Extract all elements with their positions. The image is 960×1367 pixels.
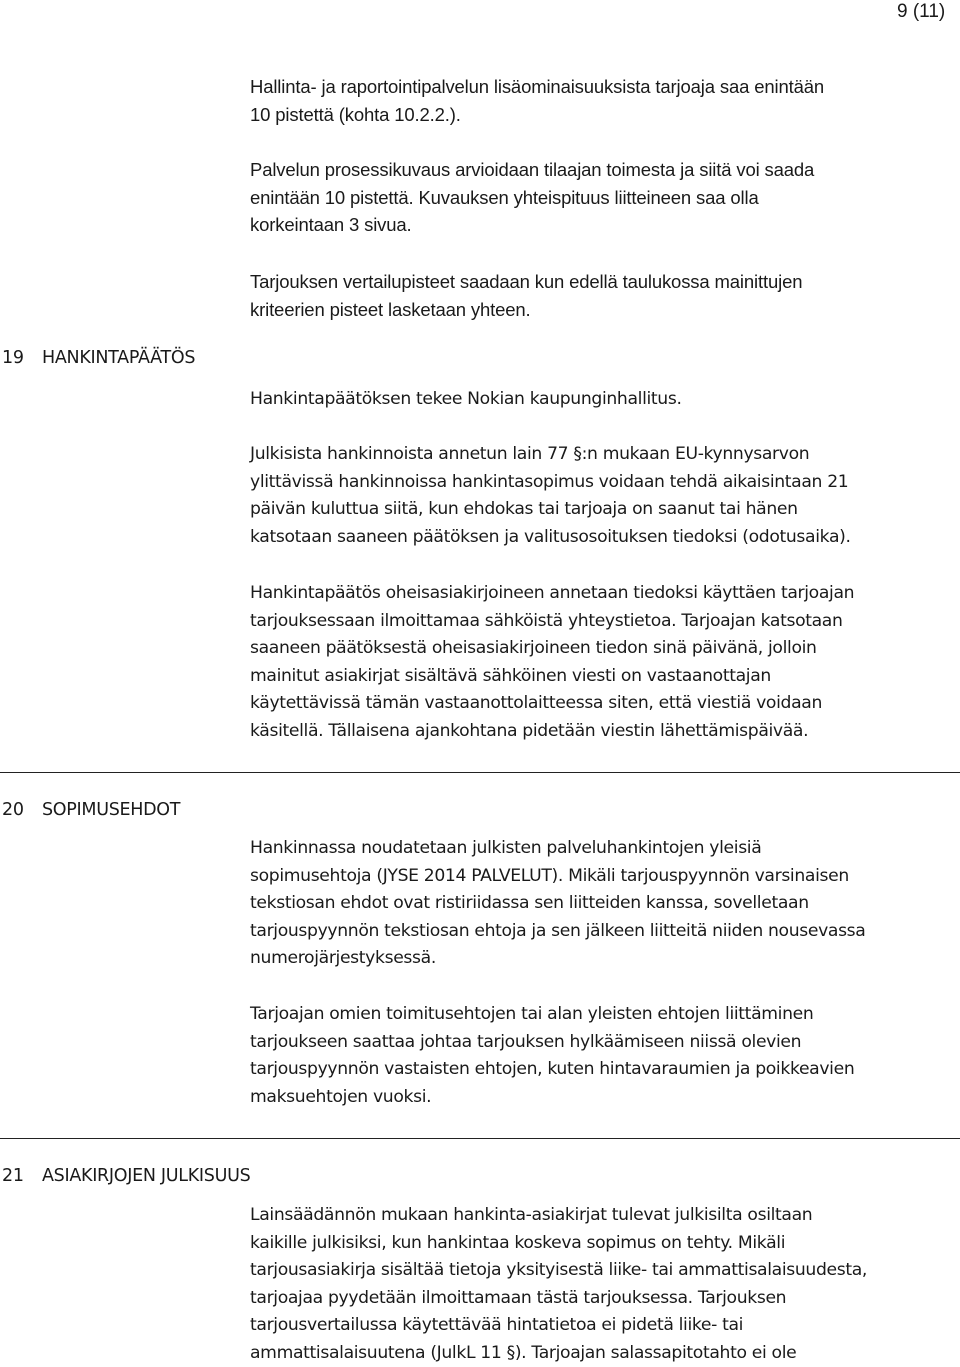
paragraph-contract-terms — [250, 835, 940, 973]
text-line: tarjoajaa pyydetään ilmoittamaan tästä tarjouksessa. Tarjouksen — [250, 1287, 787, 1308]
text-line: maksuehtojen vuoksi. — [250, 1086, 432, 1107]
text-line: tarjoukseen saattaa johtaa tarjouksen hylkäämiseen niissä olevien — [250, 1031, 802, 1052]
section-number: 20 — [2, 800, 24, 820]
section-title: HANKINTAPÄÄTÖS — [42, 348, 196, 368]
page-number: 9 (11) — [897, 1, 946, 22]
paragraph-decision-notification — [250, 580, 940, 745]
text-line: Palvelun prosessikuvaus arvioidaan tilaajan toimesta ja siitä voi saada — [250, 159, 815, 180]
text-line: sopimusehtoja (JYSE 2014 PALVELUT). Mikäli tarjouspyynnön varsinaisen — [250, 865, 849, 886]
text-line: tarjouspyynnön vastaisten ehtojen, kuten hintavaraumien ja poikkeavien — [250, 1059, 855, 1079]
text-line: tarjouksessaan ilmoittamaa sähköistä yhteystietoa. Tarjoajan katsotaan — [250, 610, 843, 631]
text-line: enintään 10 pistettä. Kuvauksen yhteispituus liitteineen saa olla — [250, 186, 759, 208]
paragraph-decision-maker — [250, 386, 940, 414]
text-line: ammattisalaisuutena (JulkL 11 §). Tarjoajan salassapitotahto ei ole — [250, 1342, 797, 1363]
section-title: ASIAKIRJOJEN JULKISUUS — [42, 1166, 251, 1186]
section-number: 21 — [2, 1166, 24, 1186]
text-line: päivän kuluttua siitä, kun ehdokas tai tarjoaja on saanut tai hänen — [250, 499, 798, 519]
text-line: käytettävissä tämän vastaanottolaitteessa siten, että viestiä voidaan — [250, 693, 822, 713]
text-line: ylittävissä hankinnoissa hankintasopimus voidaan tehdä aikaisintaan 21 — [250, 471, 849, 492]
text-line: tarjousasiakirja sisältää tietoja yksityisestä liike- tai ammattisalaisuudesta, — [250, 1260, 868, 1280]
section-heading-21 — [2, 1164, 250, 1188]
paragraph-supplier-terms — [250, 1001, 940, 1111]
text-line: Julkisista hankinnoista annetun lain 77 §:n mukaan EU-kynnysarvon — [250, 444, 810, 464]
paragraph-comparison-points — [250, 268, 940, 323]
text-line: Lainsäädännön mukaan hankinta-asiakirjat tulevat julkisilta osiltaan — [250, 1205, 813, 1225]
paragraph-document-publicity — [250, 1202, 940, 1367]
text-line: kriteerien pisteet lasketaan yhteen. — [250, 298, 531, 320]
text-line: Hankinnassa noudatetaan julkisten palveluhankintojen yleisiä — [250, 838, 762, 858]
section-divider — [0, 772, 960, 773]
text-line: Tarjouksen vertailupisteet saadaan kun edellä taulukossa mainittujen — [250, 271, 803, 292]
text-line: Tarjoajan omien toimitusehtojen tai alan yleisten ehtojen liittäminen — [250, 1004, 814, 1024]
text-line: katsotaan saaneen päätöksen ja valitusosoituksen tiedoksi (odotusaika). — [250, 526, 851, 547]
section-title: SOPIMUSEHDOT — [42, 800, 181, 820]
text-line: tekstiosan ehdot ovat ristiriidassa sen liitteiden kanssa, sovelletaan — [250, 893, 809, 913]
text-line: numerojärjestyksessä. — [250, 948, 436, 968]
paragraph-process-description — [250, 156, 940, 239]
text-line: Hankintapäätöksen tekee Nokian kaupunginhallitus. — [250, 389, 682, 409]
paragraph-standstill-period — [250, 441, 940, 551]
text-line: saaneen päätöksestä oheisasiakirjoineen tiedon sinä päivänä, jolloin — [250, 638, 817, 658]
section-heading-19 — [2, 346, 195, 370]
text-line: korkeintaan 3 sivua. — [250, 214, 412, 235]
text-line: mainitut asiakirjat sisältävä sähköinen viesti on vastaanottajan — [250, 665, 771, 686]
section-number: 19 — [2, 348, 24, 368]
section-divider — [0, 1138, 960, 1139]
text-line: 10 pistettä (kohta 10.2.2.). — [250, 103, 461, 125]
section-heading-20 — [2, 798, 180, 822]
text-line: tarjouspyynnön tekstiosan ehtoja ja sen jälkeen liitteitä niiden nousevassa — [250, 920, 866, 941]
text-line: Hallinta- ja raportointipalvelun lisäominaisuuksista tarjoaja saa enintään — [250, 76, 825, 97]
text-line: kaikille julkisiksi, kun hankintaa koskeva sopimus on tehty. Mikäli — [250, 1232, 786, 1253]
text-line: tarjousvertailussa käytettävää hintatietoa ei pidetä liike- tai — [250, 1315, 744, 1335]
paragraph-scoring-reporting — [250, 73, 940, 128]
text-line: Hankintapäätös oheisasiakirjoineen annetaan tiedoksi käyttäen tarjoajan — [250, 583, 855, 603]
text-line: käsitellä. Tällaisena ajankohtana pidetään viestin lähettämispäivää. — [250, 720, 809, 741]
